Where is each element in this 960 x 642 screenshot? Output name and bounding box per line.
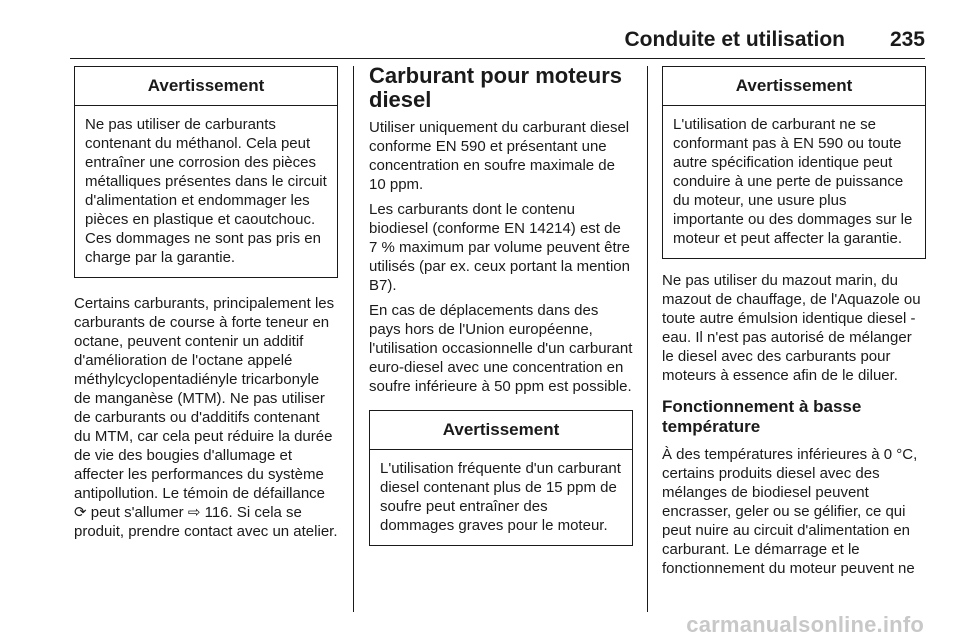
- warning-title: Avertissement: [663, 67, 925, 106]
- page-number: 235: [889, 28, 925, 51]
- column-divider-2: [647, 66, 648, 612]
- warning-body: Ne pas utiliser de carburants contenant du méthanol. Cela peut entraîner une corrosion des pièces métalliques présentes dans le circuit d'alimentation et endommager les pièces en plastique et caoutchouc. Ces dommages ne sont pas pris en charge par la garantie.: [85, 116, 327, 266]
- marine-fuel-paragraph: Ne pas utiliser du mazout marin, du mazout de chauffage, de l'Aquazole ou toute autre émulsion identique diesel -eau. Il n'est pas autorisé de mélanger le diesel avec des carburants pour moteurs à essence afin de le diluer.: [662, 272, 921, 384]
- header-rule: [70, 58, 925, 59]
- page-reference-arrow-icon[interactable]: ⇨: [187, 504, 201, 521]
- section-heading-diesel: Carburant pour moteurs diesel: [369, 63, 623, 112]
- warning-body: L'utilisation de carburant ne se conformant pas à EN 590 ou toute autre spécification identique peut conduire à une perte de puissance du moteur, une usure plus importante ou des dommages sur le moteur et peut affecter la garantie.: [673, 116, 913, 247]
- column-middle: [369, 64, 633, 546]
- watermark: carmanualsonline.info: [686, 612, 924, 637]
- mtm-text-end: 116. Si cela se produit, prendre contact avec un atelier.: [74, 504, 338, 540]
- warning-box-methanol: [74, 66, 338, 278]
- engine-malfunction-icon: ⟳: [74, 504, 87, 521]
- diesel-paragraph-2: Les carburants dont le contenu biodiesel (conforme EN 14214) est de 7 % maximum par volume peuvent être utilisés (par ex. ceux portant la mention B7).: [369, 201, 630, 294]
- column-left: [74, 66, 338, 541]
- diesel-paragraph-1: Utiliser uniquement du carburant diesel conforme EN 590 et présentant une concentration en soufre maximale de 10 ppm.: [369, 119, 630, 193]
- warning-title: Avertissement: [75, 67, 337, 106]
- column-right: [662, 66, 926, 578]
- subheading-low-temperature: Fonctionnement à basse température: [662, 397, 862, 436]
- mtm-paragraph: [74, 294, 338, 541]
- warning-title: Avertissement: [370, 411, 632, 450]
- page-header: [70, 28, 925, 56]
- diesel-paragraph-3: En cas de déplacements dans des pays hors de l'Union européenne, l'utilisation occasionnelle d'un carburant euro-diesel avec une concentration en soufre inférieure à 50 ppm est possible.: [369, 302, 633, 395]
- mtm-text: Certains carburants, principalement les carburants de course à forte teneur en octane, peuvent contenir un additif d'amélioration de l'octane appelé méthylcyclopentadiényle tricarbonyle de manganèse (MTM). Ne pas utiliser de carburants ou d'additifs contenant du MTM, car cela peut réduire la durée de vie des bougies d'allumage et affecter les performances du système antipollution. Le témoin de défaillance: [74, 295, 335, 502]
- mtm-text-mid: peut s'allumer: [90, 504, 184, 521]
- warning-box-sulfur: [369, 410, 633, 546]
- column-divider-1: [353, 66, 354, 612]
- section-title: Conduite et utilisation: [624, 28, 845, 51]
- warning-box-en590: [662, 66, 926, 259]
- warning-body: L'utilisation fréquente d'un carburant diesel contenant plus de 15 ppm de soufre peut entraîner des dommages graves pour le moteur.: [380, 460, 621, 534]
- low-temperature-paragraph: À des températures inférieures à 0 °C, certains produits diesel avec des mélanges de biodiesel peuvent encrasser, geler ou se gélifier, ce qui peut nuire au circuit d'alimentation en carburant. Le démarrage et le fonctionnement du moteur peuvent ne: [662, 446, 918, 577]
